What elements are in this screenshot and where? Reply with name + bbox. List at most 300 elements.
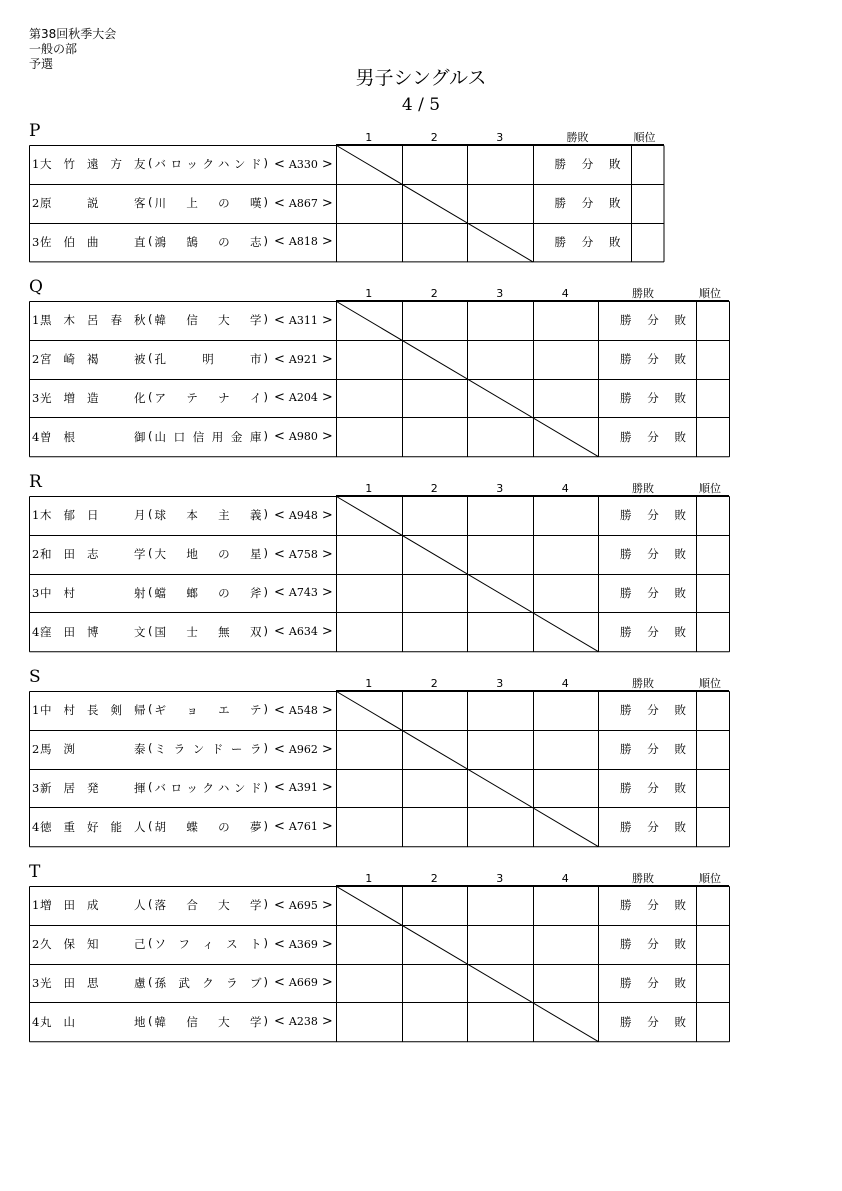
club-paren: ) bbox=[263, 623, 268, 638]
column-number: 2 bbox=[430, 482, 438, 495]
win-label: 勝 bbox=[620, 586, 632, 600]
loss-label: 敗 bbox=[674, 429, 686, 444]
player-number: 1 bbox=[32, 313, 40, 328]
name-char: 友 bbox=[134, 157, 146, 172]
draw-label: 分 bbox=[647, 937, 659, 952]
column-number: 1 bbox=[365, 482, 373, 495]
id-bracket-close: > bbox=[321, 819, 333, 835]
column-number: 1 bbox=[365, 872, 373, 885]
name-char: 中 bbox=[40, 585, 52, 600]
player-row bbox=[32, 379, 333, 418]
club-name: 胡 蝶 の 夢 bbox=[154, 819, 262, 834]
player-club bbox=[148, 546, 268, 562]
name-char: 根 bbox=[63, 429, 75, 444]
name-char: 保 bbox=[63, 937, 75, 952]
player-club bbox=[148, 390, 268, 406]
club-name: 国 士 無 双 bbox=[154, 624, 262, 639]
club-paren: ) bbox=[263, 233, 268, 248]
id-bracket-open: < bbox=[274, 312, 285, 328]
name-char: 造 bbox=[87, 390, 99, 405]
name-char: 好 bbox=[87, 819, 99, 834]
player-row bbox=[32, 691, 333, 730]
player-club bbox=[148, 897, 268, 913]
player-name bbox=[40, 702, 148, 718]
name-char: 説 bbox=[87, 196, 99, 211]
draw-label: 分 bbox=[647, 391, 659, 405]
name-char bbox=[111, 234, 123, 250]
name-char: 学 bbox=[134, 547, 146, 562]
loss-label: 敗 bbox=[674, 976, 686, 990]
club-name: 大 地 の 星 bbox=[154, 547, 262, 562]
player-name bbox=[40, 429, 148, 445]
player-club bbox=[148, 702, 268, 718]
name-char: 崎 bbox=[63, 352, 75, 367]
name-char: 郁 bbox=[63, 508, 75, 523]
name-char: 能 bbox=[110, 819, 122, 834]
draw-label: 分 bbox=[581, 196, 594, 211]
name-char bbox=[111, 1014, 123, 1030]
player-row bbox=[32, 925, 333, 964]
id-bracket-close: > bbox=[321, 624, 333, 640]
club-paren: ) bbox=[263, 195, 268, 210]
name-char bbox=[87, 429, 99, 445]
group-letter: R bbox=[29, 472, 42, 492]
draw-label: 分 bbox=[647, 508, 659, 523]
player-id: A980 bbox=[288, 430, 318, 444]
name-char: 人 bbox=[134, 819, 146, 834]
win-loss-cell bbox=[555, 195, 621, 211]
name-char: 被 bbox=[134, 352, 146, 367]
name-char: 春 bbox=[110, 313, 122, 328]
name-char: 久 bbox=[40, 937, 52, 952]
name-char: 増 bbox=[40, 898, 52, 913]
player-id: A369 bbox=[288, 937, 318, 951]
club-paren: ) bbox=[263, 507, 268, 522]
name-char: 思 bbox=[87, 975, 99, 990]
player-row bbox=[32, 145, 333, 184]
win-label: 勝 bbox=[620, 1014, 632, 1029]
club-paren: ( bbox=[148, 818, 153, 833]
club-name: ソ フ ィ ス ト bbox=[154, 937, 262, 952]
win-loss-header: 勝敗 bbox=[566, 131, 589, 144]
club-paren: ( bbox=[148, 623, 153, 638]
club-name: ア テ ナ イ bbox=[154, 390, 262, 405]
club-paren: ( bbox=[148, 974, 153, 989]
loss-label: 敗 bbox=[674, 624, 686, 639]
name-char bbox=[111, 741, 123, 757]
club-paren: ( bbox=[148, 936, 153, 951]
club-paren: ( bbox=[148, 546, 153, 561]
club-name: 韓 信 大 学 bbox=[154, 313, 262, 328]
id-bracket-open: < bbox=[274, 897, 285, 913]
club-paren: ( bbox=[148, 428, 153, 443]
loss-label: 敗 bbox=[674, 352, 686, 367]
win-label: 勝 bbox=[620, 624, 632, 639]
name-char bbox=[111, 897, 123, 913]
club-name: 韓 信 大 学 bbox=[154, 1014, 262, 1029]
player-id: A634 bbox=[288, 625, 318, 639]
name-char: 揮 bbox=[134, 780, 146, 795]
club-name: 鴻 鵠 の 志 bbox=[154, 234, 262, 249]
win-label: 勝 bbox=[620, 898, 632, 913]
club-name: 落 合 大 学 bbox=[154, 898, 262, 913]
win-label: 勝 bbox=[620, 976, 632, 990]
draw-label: 分 bbox=[647, 976, 659, 990]
player-club bbox=[148, 741, 268, 757]
club-paren: ) bbox=[263, 818, 268, 833]
column-number: 1 bbox=[365, 677, 373, 690]
loss-label: 敗 bbox=[609, 235, 621, 249]
name-char: 村 bbox=[63, 703, 75, 718]
win-label: 勝 bbox=[620, 429, 632, 444]
name-char: 丸 bbox=[40, 1014, 52, 1029]
player-row bbox=[32, 574, 333, 613]
win-loss-cell bbox=[620, 546, 686, 562]
column-number: 2 bbox=[430, 677, 438, 690]
win-loss-cell bbox=[620, 1014, 686, 1030]
id-bracket-close: > bbox=[321, 975, 333, 991]
win-loss-cell bbox=[555, 234, 621, 250]
self-match-diagonal bbox=[337, 146, 534, 262]
club-name: ミランドーラ bbox=[154, 742, 262, 757]
id-bracket-close: > bbox=[321, 780, 333, 796]
club-name: 球 本 主 義 bbox=[154, 508, 262, 523]
player-row bbox=[32, 730, 333, 769]
name-char: 帰 bbox=[134, 703, 146, 718]
player-name bbox=[40, 780, 148, 796]
name-char: 曲 bbox=[87, 234, 99, 249]
club-name: 孔 明 市 bbox=[154, 352, 262, 367]
player-number: 1 bbox=[32, 898, 40, 913]
club-name: バロックハンド bbox=[154, 157, 262, 172]
group-letter: T bbox=[29, 862, 41, 882]
name-char bbox=[111, 390, 123, 406]
name-char: 方 bbox=[110, 157, 122, 172]
player-id: A743 bbox=[288, 586, 318, 600]
player-number: 2 bbox=[32, 937, 40, 952]
loss-label: 敗 bbox=[674, 819, 686, 834]
win-label: 勝 bbox=[620, 352, 632, 367]
name-char: 新 bbox=[40, 780, 52, 795]
loss-label: 敗 bbox=[674, 898, 686, 913]
player-club bbox=[148, 936, 268, 952]
player-number: 1 bbox=[32, 508, 40, 523]
loss-label: 敗 bbox=[674, 547, 686, 562]
id-bracket-open: < bbox=[274, 507, 285, 523]
player-id: A867 bbox=[288, 196, 318, 210]
name-char: 光 bbox=[40, 390, 52, 405]
win-label: 勝 bbox=[620, 391, 632, 405]
win-label: 勝 bbox=[620, 781, 632, 795]
name-char bbox=[87, 585, 99, 601]
name-char bbox=[111, 546, 123, 562]
player-id: A238 bbox=[288, 1015, 318, 1029]
column-number: 1 bbox=[365, 131, 373, 144]
player-id: A330 bbox=[288, 157, 318, 171]
id-bracket-open: < bbox=[274, 624, 285, 640]
win-loss-header: 勝敗 bbox=[632, 482, 654, 495]
win-loss-cell bbox=[620, 780, 686, 796]
id-bracket-close: > bbox=[321, 507, 333, 523]
column-number: 3 bbox=[496, 482, 504, 495]
player-row bbox=[32, 807, 333, 846]
club-paren: ) bbox=[263, 312, 268, 327]
name-char: 文 bbox=[134, 624, 146, 639]
player-row bbox=[32, 340, 333, 379]
player-number: 2 bbox=[32, 547, 40, 562]
draw-label: 分 bbox=[647, 547, 659, 562]
name-char: 中 bbox=[40, 703, 52, 718]
win-label: 勝 bbox=[554, 235, 566, 249]
win-loss-cell bbox=[620, 429, 686, 445]
column-number: 3 bbox=[496, 872, 504, 885]
group-letter: P bbox=[29, 121, 41, 141]
player-id: A391 bbox=[288, 781, 318, 795]
name-char: 渕 bbox=[63, 742, 75, 757]
player-row bbox=[32, 964, 333, 1003]
player-club bbox=[148, 507, 268, 523]
club-name: 蟷 螂 の 斧 bbox=[154, 585, 262, 600]
player-row bbox=[32, 535, 333, 574]
player-row bbox=[32, 612, 333, 651]
name-char: 居 bbox=[63, 780, 75, 795]
tournament-name: 第38回秋季大会 bbox=[29, 27, 117, 41]
name-char: 徳 bbox=[40, 819, 52, 834]
win-loss-header: 勝敗 bbox=[632, 287, 654, 300]
name-char: 田 bbox=[63, 898, 75, 913]
club-paren: ) bbox=[263, 584, 268, 599]
player-club bbox=[148, 780, 268, 796]
column-number: 2 bbox=[430, 287, 438, 300]
rank-header: 順位 bbox=[699, 677, 721, 690]
player-row bbox=[32, 496, 333, 535]
round-name: 予選 bbox=[29, 57, 54, 71]
draw-label: 分 bbox=[581, 235, 594, 249]
rank-header: 順位 bbox=[699, 482, 721, 495]
id-bracket-open: < bbox=[274, 351, 285, 367]
club-paren: ) bbox=[263, 741, 268, 756]
name-char: 木 bbox=[40, 508, 52, 523]
player-number: 4 bbox=[32, 819, 40, 834]
player-id: A548 bbox=[288, 703, 318, 717]
name-char bbox=[111, 351, 123, 367]
club-paren: ) bbox=[263, 428, 268, 443]
column-number: 3 bbox=[496, 677, 504, 690]
loss-label: 敗 bbox=[674, 1014, 686, 1029]
player-number: 3 bbox=[32, 234, 40, 249]
name-char: 村 bbox=[63, 585, 75, 600]
club-paren: ( bbox=[148, 1013, 153, 1028]
page-indicator: 4 / 5 bbox=[401, 95, 441, 115]
name-char: 泰 bbox=[134, 742, 146, 757]
player-name bbox=[40, 585, 148, 601]
win-label: 勝 bbox=[620, 937, 632, 952]
loss-label: 敗 bbox=[674, 781, 686, 795]
id-bracket-close: > bbox=[321, 429, 333, 445]
id-bracket-open: < bbox=[274, 936, 285, 952]
club-paren: ( bbox=[148, 233, 153, 248]
club-paren: ) bbox=[263, 156, 268, 171]
id-bracket-close: > bbox=[321, 390, 333, 406]
id-bracket-close: > bbox=[321, 1014, 333, 1030]
player-number: 2 bbox=[32, 742, 40, 757]
name-char: 人 bbox=[134, 898, 146, 913]
id-bracket-close: > bbox=[321, 351, 333, 367]
column-number: 1 bbox=[365, 287, 373, 300]
player-club bbox=[148, 429, 268, 445]
win-loss-cell bbox=[620, 312, 686, 328]
name-char bbox=[111, 585, 123, 601]
id-bracket-close: > bbox=[321, 234, 333, 250]
club-paren: ( bbox=[148, 897, 153, 912]
club-paren: ) bbox=[263, 779, 268, 794]
id-bracket-open: < bbox=[274, 1014, 285, 1030]
name-char: 原 bbox=[40, 196, 52, 211]
player-id: A921 bbox=[288, 352, 318, 366]
name-char: 伯 bbox=[63, 234, 75, 249]
name-char: 増 bbox=[63, 390, 75, 405]
id-bracket-open: < bbox=[274, 819, 285, 835]
win-label: 勝 bbox=[554, 196, 566, 211]
player-number: 2 bbox=[32, 352, 40, 367]
name-char: 和 bbox=[40, 547, 52, 562]
loss-label: 敗 bbox=[674, 391, 686, 405]
club-paren: ) bbox=[263, 1013, 268, 1028]
club-paren: ( bbox=[148, 584, 153, 599]
player-name bbox=[40, 1014, 148, 1030]
loss-label: 敗 bbox=[674, 937, 686, 952]
name-char: 発 bbox=[87, 780, 99, 795]
name-char bbox=[111, 429, 123, 445]
id-bracket-open: < bbox=[274, 780, 285, 796]
club-paren: ) bbox=[263, 897, 268, 912]
club-paren: ( bbox=[148, 156, 153, 171]
name-char: 田 bbox=[63, 547, 75, 562]
player-club bbox=[148, 195, 268, 211]
win-label: 勝 bbox=[620, 703, 632, 718]
rank-header: 順位 bbox=[633, 131, 656, 144]
player-id: A204 bbox=[288, 391, 318, 405]
column-number: 2 bbox=[430, 872, 438, 885]
draw-label: 分 bbox=[647, 624, 659, 639]
column-number: 2 bbox=[430, 131, 438, 144]
player-id: A695 bbox=[288, 898, 318, 912]
name-char: 剣 bbox=[110, 703, 122, 718]
win-loss-cell bbox=[620, 507, 686, 523]
player-club bbox=[148, 1014, 268, 1030]
name-char: 佐 bbox=[40, 234, 52, 249]
name-char: 日 bbox=[87, 508, 99, 523]
id-bracket-open: < bbox=[274, 546, 285, 562]
name-char bbox=[87, 1014, 99, 1030]
draw-label: 分 bbox=[647, 742, 659, 757]
player-id: A948 bbox=[288, 508, 318, 522]
loss-label: 敗 bbox=[674, 742, 686, 757]
win-loss-cell bbox=[555, 156, 621, 172]
name-char: 大 bbox=[40, 157, 52, 172]
name-char: 成 bbox=[87, 898, 99, 913]
rank-header: 順位 bbox=[699, 872, 721, 885]
draw-label: 分 bbox=[647, 1014, 659, 1029]
loss-label: 敗 bbox=[609, 196, 621, 211]
group-letter: S bbox=[29, 667, 41, 687]
name-char: 宮 bbox=[40, 352, 52, 367]
player-id: A761 bbox=[288, 820, 318, 834]
draw-label: 分 bbox=[647, 586, 659, 600]
win-loss-cell bbox=[620, 702, 686, 718]
player-row bbox=[32, 886, 333, 925]
name-char: 直 bbox=[134, 234, 146, 249]
win-label: 勝 bbox=[620, 742, 632, 757]
name-char: 客 bbox=[134, 196, 146, 211]
player-name bbox=[40, 351, 148, 367]
name-char: 重 bbox=[63, 819, 75, 834]
player-name bbox=[40, 234, 148, 250]
name-char: 知 bbox=[87, 937, 99, 952]
player-name bbox=[40, 897, 148, 913]
id-bracket-open: < bbox=[274, 156, 285, 172]
rank-header: 順位 bbox=[699, 287, 721, 300]
player-club bbox=[148, 819, 268, 835]
club-name: バロックハンド bbox=[154, 780, 262, 795]
name-char: 遠 bbox=[87, 157, 99, 172]
name-char: 黒 bbox=[40, 313, 52, 328]
club-paren: ( bbox=[148, 507, 153, 522]
draw-label: 分 bbox=[647, 898, 659, 913]
player-number: 3 bbox=[32, 390, 40, 405]
club-paren: ( bbox=[148, 702, 153, 717]
club-paren: ) bbox=[263, 546, 268, 561]
club-paren: ( bbox=[148, 741, 153, 756]
win-loss-cell bbox=[620, 975, 686, 991]
name-char bbox=[111, 936, 123, 952]
player-name bbox=[40, 975, 148, 991]
column-number: 3 bbox=[496, 131, 504, 144]
win-label: 勝 bbox=[620, 819, 632, 834]
loss-label: 敗 bbox=[674, 508, 686, 523]
player-club bbox=[148, 156, 268, 172]
player-number: 1 bbox=[32, 157, 40, 172]
column-number: 3 bbox=[496, 287, 504, 300]
player-club bbox=[148, 585, 268, 601]
player-club bbox=[148, 624, 268, 640]
club-paren: ) bbox=[263, 974, 268, 989]
club-name: ギ ョ エ テ bbox=[154, 703, 262, 718]
player-name bbox=[40, 741, 148, 757]
club-paren: ( bbox=[148, 389, 153, 404]
name-char: 長 bbox=[87, 703, 99, 718]
name-char: 慮 bbox=[134, 975, 146, 990]
player-row bbox=[32, 769, 333, 808]
player-id: A311 bbox=[288, 313, 318, 327]
player-number: 3 bbox=[32, 780, 40, 795]
club-paren: ) bbox=[263, 936, 268, 951]
name-char: 志 bbox=[87, 547, 99, 562]
name-char bbox=[111, 507, 123, 523]
win-loss-cell bbox=[620, 585, 686, 601]
player-number: 4 bbox=[32, 1014, 40, 1029]
win-label: 勝 bbox=[620, 313, 632, 328]
win-loss-header: 勝敗 bbox=[632, 872, 654, 885]
column-number: 4 bbox=[561, 287, 569, 300]
id-bracket-close: > bbox=[321, 546, 333, 562]
player-row bbox=[32, 223, 333, 262]
draw-label: 分 bbox=[647, 819, 659, 834]
name-char: 御 bbox=[134, 429, 146, 444]
club-paren: ) bbox=[263, 389, 268, 404]
name-char: 秋 bbox=[134, 313, 146, 328]
loss-label: 敗 bbox=[674, 703, 686, 718]
